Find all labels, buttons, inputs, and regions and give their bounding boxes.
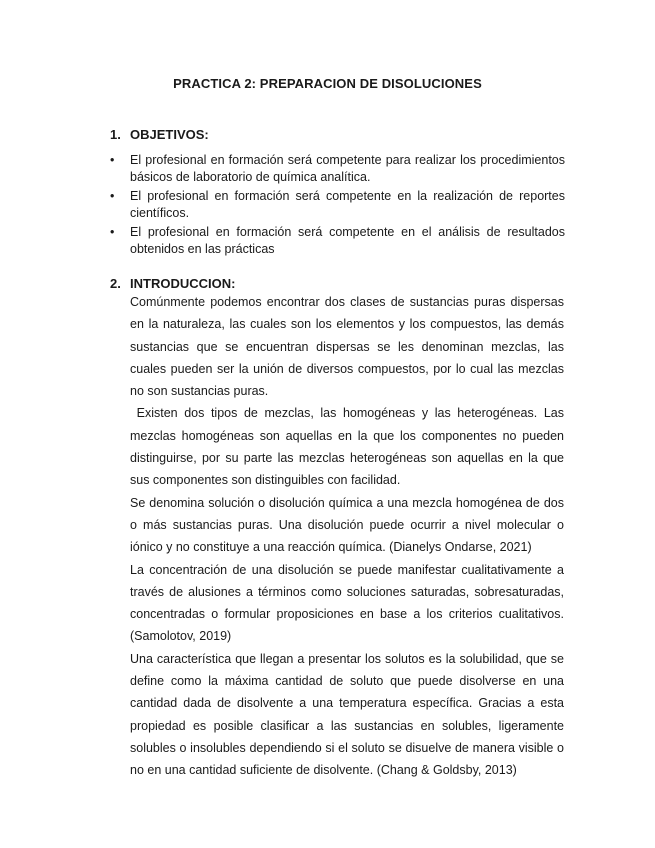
introduction-heading [110,276,235,292]
objectives-heading [110,127,209,143]
objectives-list [110,152,565,260]
intro-paragraph: Se denomina solución o disolución química a una mezcla homogénea de dos o más sustancias puras. Una disolución puede ocurrir a nivel molecular o iónico y no constituye a una reacción química. (Dianelys Ondarse, 2021) [130,495,564,555]
objective-item [110,224,565,258]
bullet-icon: • [110,189,115,203]
objective-text: El profesional en formación será competente en la realización de reportes científicos. [130,189,565,220]
bullet-icon: • [110,225,115,239]
objective-text: El profesional en formación será competente para realizar los procedimientos básicos de laboratorio de química analítica. [130,153,565,184]
objective-text: El profesional en formación será competente en el análisis de resultados obtenidos en las prácticas [130,225,565,256]
bullet-icon: • [110,153,115,167]
intro-paragraph: Una característica que llegan a presentar los solutos es la solubilidad, que se define como la máxima cantidad de soluto que puede disolverse en una cantidad dada de disolvente a una temperatura específica. Gracias a esta propiedad es posible clasificar a las sustancias en solubles, ligeramente solubles o insolubles dependiendo si el soluto se disuelve de manera visible o no en una cantidad suficiente de disolvente. (Chang & Goldsby, 2013) [130,651,564,778]
objectives-number: 1. [110,127,121,142]
objective-item [110,188,565,222]
objective-item [110,152,565,186]
intro-paragraph: Existen dos tipos de mezclas, las homogéneas y las heterogéneas. Las mezclas homogéneas son aquellas en la que los componentes no pueden distinguirse, por su parte las mezclas heterogéneas son aquellas en la que sus componentes son distinguibles con facilidad. [130,406,568,488]
document-title: PRACTICA 2: PREPARACION DE DISOLUCIONES [173,76,482,91]
intro-paragraph: Comúnmente podemos encontrar dos clases de sustancias puras dispersas en la naturaleza, las cuales son los elementos y los compuestos, las demás sustancias que se encuentran dispersas se les denominan mezclas, las cuales pueden ser la unión de diversos compuestos, por lo cual las mezclas no son sustancias puras. [130,295,564,399]
objectives-heading-text: OBJETIVOS: [130,127,209,142]
intro-paragraph: La concentración de una disolución se puede manifestar cualitativamente a través de alusiones a términos como soluciones saturadas, sobresaturadas, concentradas o formular proposiciones en base a los criterios cualitativos. (Samolotov, 2019) [130,562,564,644]
introduction-body [130,291,568,782]
introduction-number: 2. [110,276,121,291]
introduction-heading-text: INTRODUCCION: [130,276,236,291]
